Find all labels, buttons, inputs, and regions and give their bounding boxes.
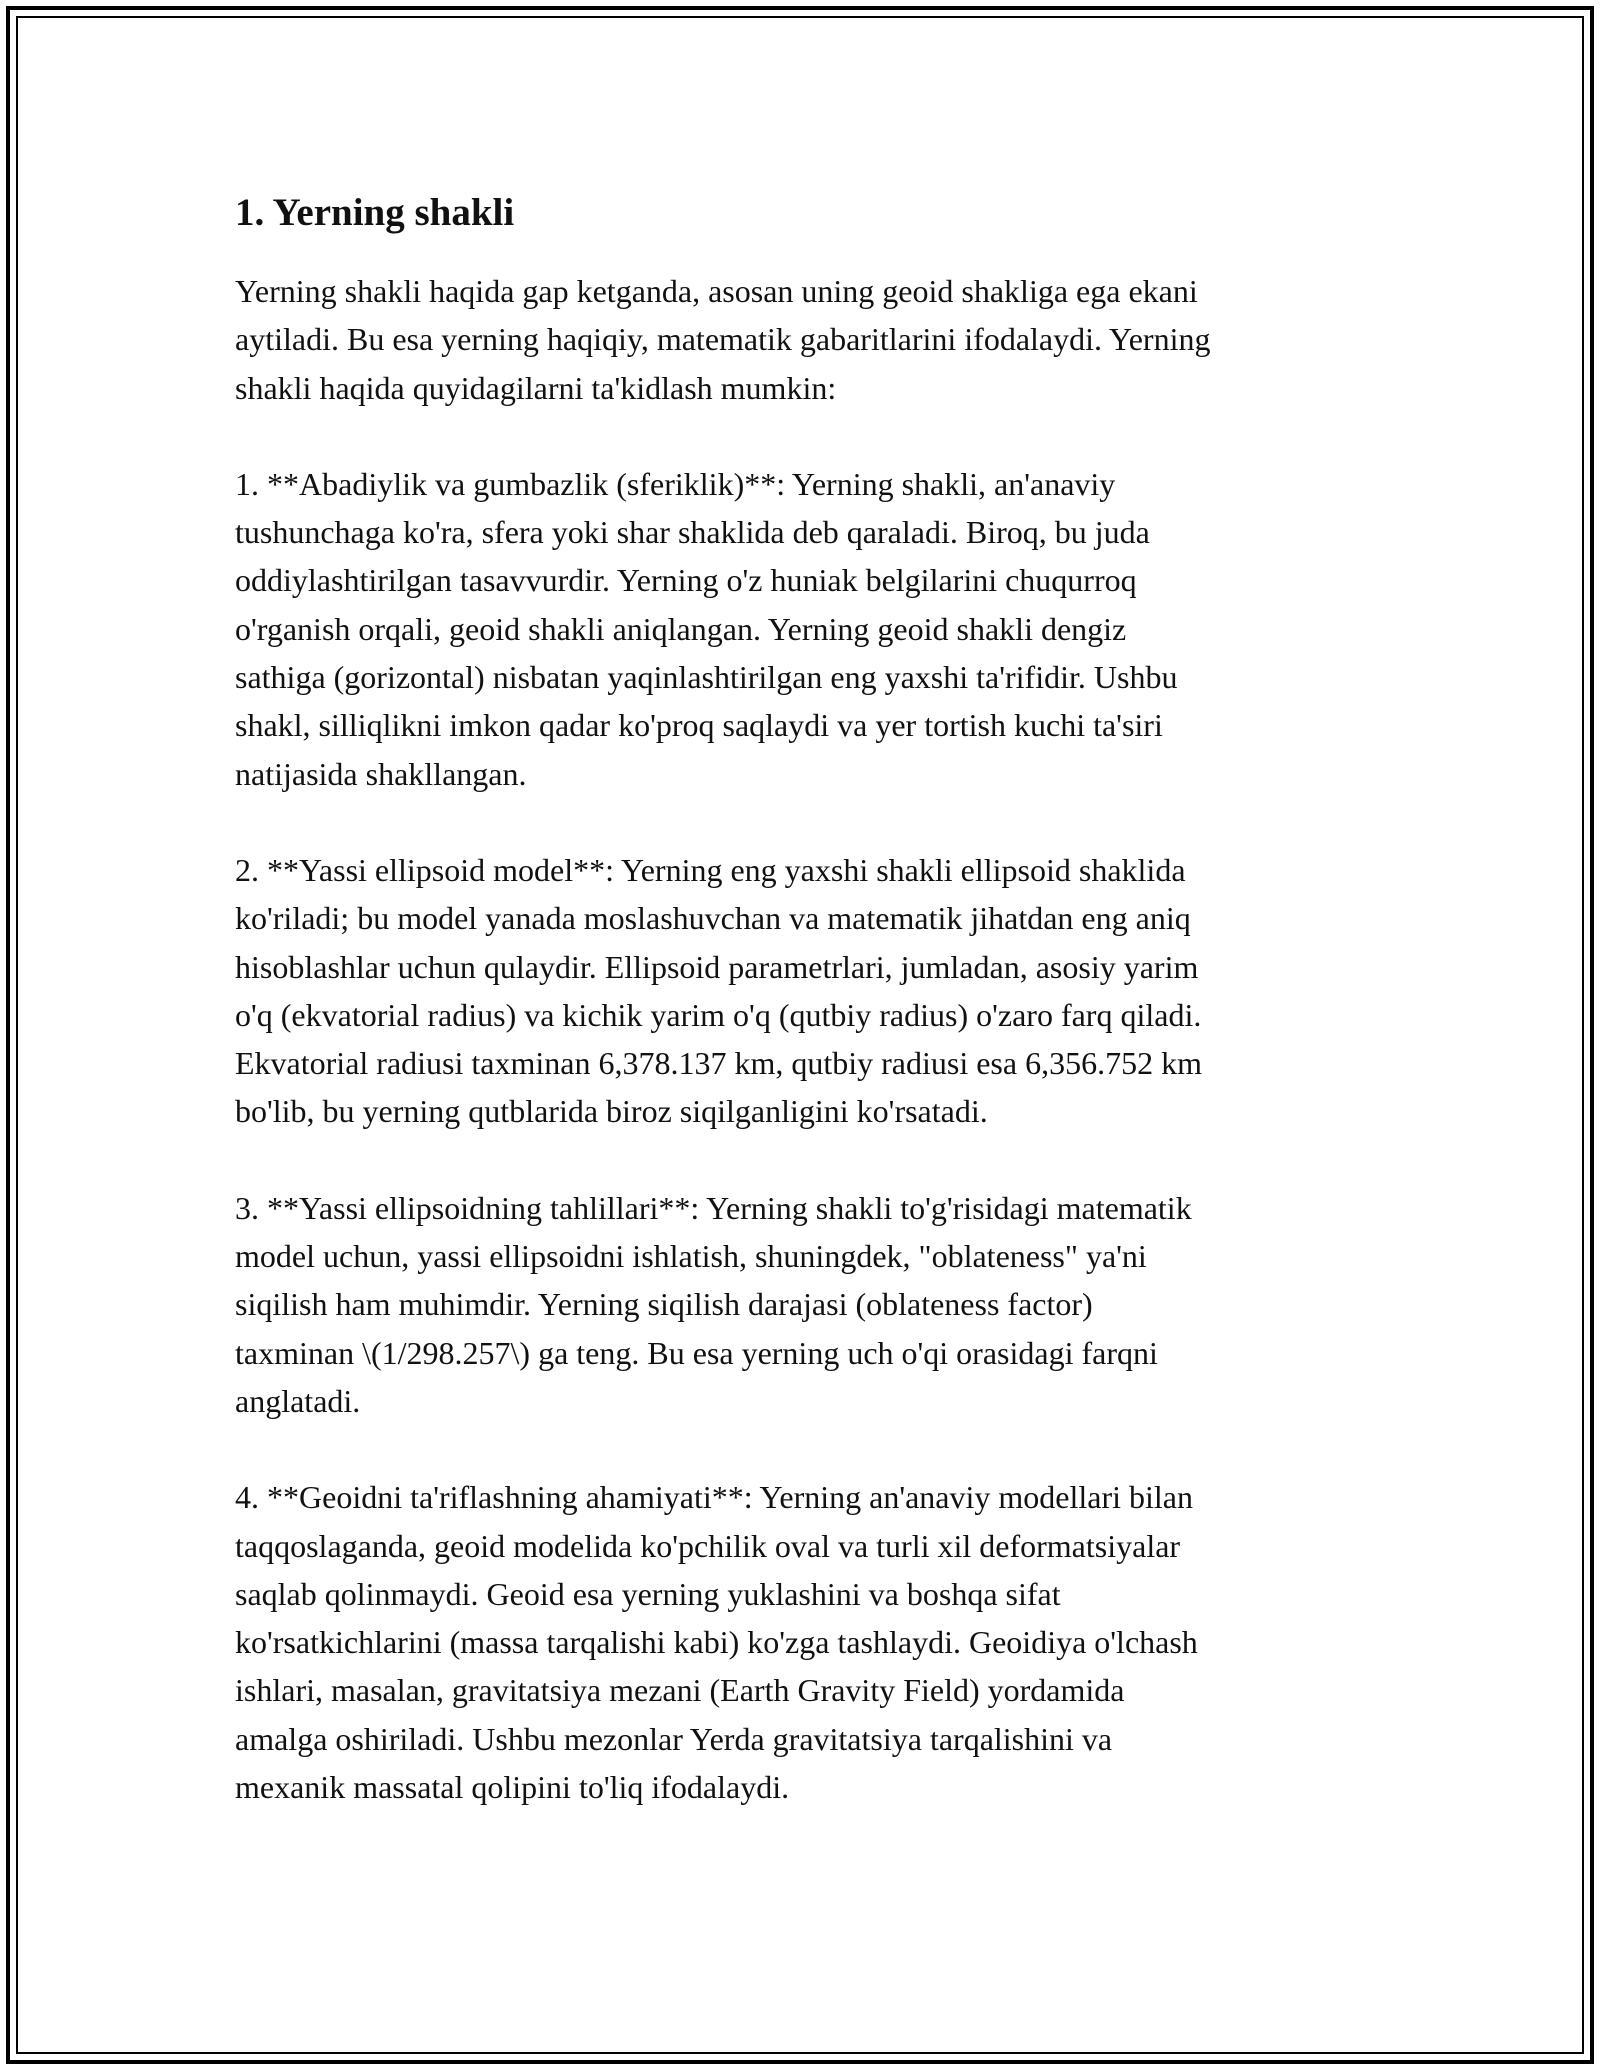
paragraph-intro: Yerning shakli haqida gap ketganda, asosan uning geoid shakliga ega ekani aytiladi. Bu esa yerning haqiqiy, matematik gabaritlarini ifodalaydi. Yerning shakli haqida quyidagilarni ta'kidlash mumkin: bbox=[235, 273, 1211, 406]
paragraph-item-3: 3. **Yassi ellipsoidning tahlillari**: Yerning shakli to'g'risidagi matematik model uchun, yassi ellipsoidni ishlatish, shuningdek, "oblateness" ya'ni siqilish ham muhimdir. Yerning siqilish darajasi (oblateness factor) taxminan \(1/298.257\) ga teng. Bu esa yerning uch o'qi orasidagi farqni anglatadi. bbox=[235, 1189, 1192, 1419]
document-body bbox=[235, 185, 1385, 1859]
section-title: 1. Yerning shakli bbox=[235, 191, 515, 234]
paragraph-item-4: 4. **Geoidni ta'riflashning ahamiyati**: Yerning an'anaviy modellari bilan taqqoslaganda, geoid modelida ko'pchilik oval va turli xil deformatsiyalar saqlab qolinmaydi. Geoid esa yerning yuklashini va boshqa sifat ko'rsatkichlarini (massa tarqalishi kabi) ko'zga tashlaydi. Geoidiya o'lchash ishlari, masalan, gravitatsiya mezani (Earth Gravity Field) yordamida amalga oshiriladi. Ushbu mezonlar Yerda gravitatsiya tarqalishini va mexanik massatal qolipini to'liq ifodalaydi. bbox=[235, 1479, 1198, 1806]
paragraph-item-1: 1. **Abadiylik va gumbazlik (sferiklik)**: Yerning shakli, an'anaviy tushunchaga ko'ra, sfera yoki shar shaklida deb qaraladi. Biroq, bu juda oddiylashtirilgan tasavvurdir. Yerning o'z huniak belgilarini chuqurroq o'rganish orqali, geoid shakli aniqlangan. Yerning geoid shakli dengiz sathiga (gorizontal) nisbatan yaqinlashtirilgan eng yaxshi ta'rifidir. Ushbu shakl, silliqlikni imkon qadar ko'proq saqlaydi va yer tortish kuchi ta'siri natijasida shakllangan. bbox=[235, 465, 1178, 792]
paragraph-item-2: 2. **Yassi ellipsoid model**: Yerning eng yaxshi shakli ellipsoid shaklida ko'riladi; bu model yanada moslashuvchan va matematik jihatdan eng aniq hisoblashlar uchun qulaydir. Ellipsoid parametrlari, jumladan, asosiy yarim o'q (ekvatorial radius) va kichik yarim o'q (qutbiy radius) o'zaro farq qiladi. Ekvatorial radiusi taxminan 6,378.137 km, qutbiy radiusi esa 6,356.752 km bo'lib, bu yerning qutblarida biroz siqilganligini ko'rsatadi. bbox=[235, 851, 1202, 1130]
